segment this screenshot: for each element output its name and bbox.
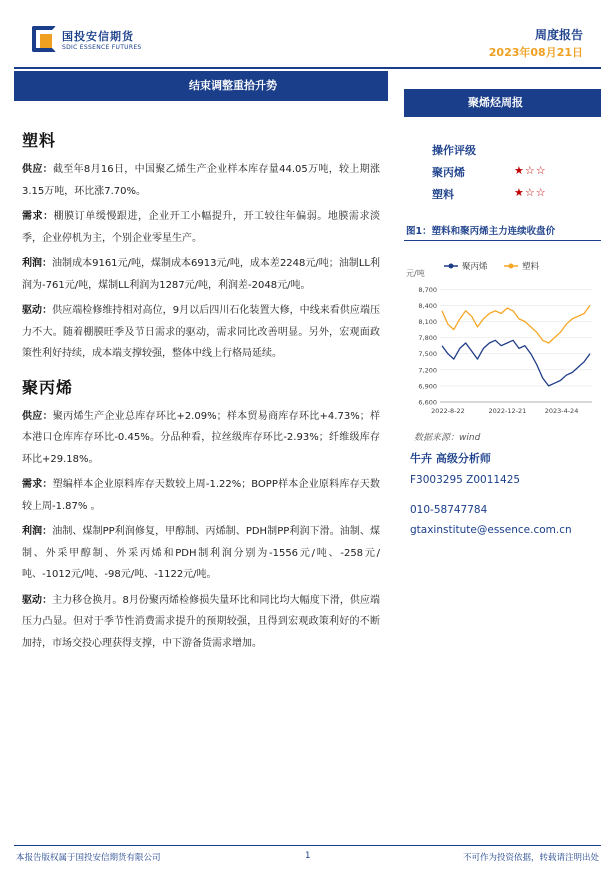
pp-profit-label: 利润： (22, 526, 53, 537)
logo-name-cn: 国投安信期货 (62, 29, 134, 43)
analyst-name: 牛卉 高级分析师 (410, 452, 491, 465)
report-headline: 结束调整重拾升势 (14, 71, 388, 101)
logo-name-en: SDIC ESSENCE FUTURES (62, 43, 142, 51)
plastic-driver-label: 驱动： (22, 305, 53, 316)
pp-profit (22, 521, 380, 586)
header-divider (14, 67, 601, 69)
pp-driver (22, 590, 380, 655)
rating-name: 塑料 (432, 188, 454, 201)
rating-heading: 操作评级 (432, 144, 476, 157)
pp-driver-label: 驱动： (22, 594, 53, 606)
rating-row (432, 186, 601, 202)
main-content (22, 128, 380, 658)
company-logo (32, 26, 142, 52)
page-number: 1 (305, 851, 311, 861)
section-title-plastic: 塑料 (22, 131, 57, 150)
legend-marker (449, 264, 454, 269)
plastic-demand-label: 需求： (22, 211, 54, 222)
plastic-profit-text: 油制成本9161元/吨，煤制成本6913元/吨，成本差2248元/吨；油制LL利润为-761元/吨，煤制LL利润为1287元/吨，利润差-2048元/吨。 (22, 258, 380, 291)
series-line (442, 340, 590, 386)
footer-disclaimer: 不可作为投资依据，转载请注明出处 (462, 853, 599, 863)
y-tick-label: 7,800 (418, 334, 437, 343)
footer-divider (14, 845, 601, 846)
analyst-phone: 010-58747784 (410, 504, 488, 516)
y-tick-label: 6,600 (418, 398, 437, 407)
pp-supply-label: 供应： (22, 410, 53, 422)
pp-driver-text: 主力移仓换月。8月份聚丙烯检修损失量环比和同比均大幅度下滑，供应端压力凸显。但对于季节性消费需求提升的预期较强，且得到宏观政策利好的不断加持，市场交投心理获得支撑，中下游备货需求增加。 (22, 594, 380, 649)
pp-supply-text: 聚丙烯生产企业总库存环比+2.09%；样本贸易商库存环比+4.73%；样本港口仓库库存环比-0.45%。分品种看，拉丝级库存环比-2.93%；纤维级库存环比+29.18%。 (22, 410, 380, 465)
x-tick-label: 2022-8-22 (431, 407, 465, 415)
rating-name: 聚丙烯 (432, 166, 465, 179)
y-axis-unit: 元/吨 (406, 269, 425, 278)
plastic-profit (22, 253, 380, 296)
pp-demand-text: 塑编样本企业原料库存天数较上周-1.22%；BOPP样本企业原料库存天数较上周-1.87% 。 (22, 479, 381, 512)
x-axis (431, 407, 578, 415)
plastic-supply-text: 截至年8月16日，中国聚乙烯生产企业样本库存量44.05万吨，较上期涨3.15万吨，环比涨7.70%。 (22, 164, 381, 197)
x-tick-label: 2022-12-21 (488, 407, 527, 415)
rating-stars: ★☆☆ (514, 164, 547, 177)
report-series-banner (404, 89, 601, 117)
plastic-demand-text: 棚膜订单缓慢跟进，企业开工小幅提升，开工较往年偏弱。地膜需求淡季，企业停机为主，个别企业零星生产。 (22, 211, 381, 244)
y-tick-label: 6,900 (418, 382, 437, 391)
legend-marker (509, 264, 514, 269)
analyst-email[interactable]: gtaxinstitute@essence.com.cn (410, 524, 572, 536)
plastic-demand (22, 206, 380, 249)
legend-label: 聚丙烯 (462, 262, 488, 272)
report-series-title: 聚烯烃周报 (468, 96, 523, 109)
plastic-driver (22, 300, 380, 365)
footer-copyright: 本报告版权属于国投安信期货有限公司 (16, 853, 161, 863)
plastic-supply-label: 供应： (22, 164, 53, 175)
sidebar (404, 120, 601, 536)
report-type: 周度报告 (534, 28, 583, 42)
chart-legend (444, 261, 540, 272)
y-axis (418, 286, 592, 407)
section-title-pp: 聚丙烯 (22, 377, 74, 397)
x-tick-label: 2023-4-24 (544, 407, 579, 415)
data-source: 数据来源：wind (414, 433, 481, 443)
logo-mark-icon (32, 26, 56, 52)
rating-stars: ★☆☆ (514, 186, 547, 199)
report-date: 2023年08月21日 (488, 46, 583, 59)
plot-area (442, 306, 590, 386)
y-tick-label: 8,700 (418, 285, 437, 294)
y-tick-label: 8,400 (418, 301, 437, 310)
legend-label: 塑料 (522, 262, 540, 272)
pp-demand (22, 474, 380, 517)
page-header (0, 0, 615, 70)
price-line-chart (404, 254, 601, 424)
analyst-card (410, 450, 610, 536)
analyst-license: F3003295 Z0011425 (410, 474, 521, 486)
plastic-profit-label: 利润： (22, 258, 53, 269)
y-tick-label: 8,100 (418, 318, 437, 327)
pp-supply (22, 406, 380, 471)
rating-row (432, 164, 601, 180)
plastic-driver-text: 供应端检修维持相对高位，9月以后四川石化装置大修，中线来看供应端压力不大。随着棚膜旺季及节日需求的驱动，需求同比改善明显。另外，宏观面政策性利好持续，成本端支撑较强，整体中线上行格局延续。 (22, 305, 380, 359)
pp-profit-text: 油制、煤制PP利润修复，甲醇制、丙烯制、PDH制PP利润下滑。油制、煤制、外采甲醇制、外采丙烯和PDH制利润分别为-1556元/吨、-258元/吨、-1012元/吨、-98元/吨、-1122元/吨。 (22, 526, 381, 580)
figure-title: 图1：塑料和聚丙烯主力连续收盘价 (404, 220, 601, 241)
pp-demand-label: 需求： (22, 479, 53, 490)
y-tick-label: 7,500 (418, 350, 437, 359)
y-tick-label: 7,200 (418, 366, 437, 375)
plastic-supply (22, 159, 380, 202)
